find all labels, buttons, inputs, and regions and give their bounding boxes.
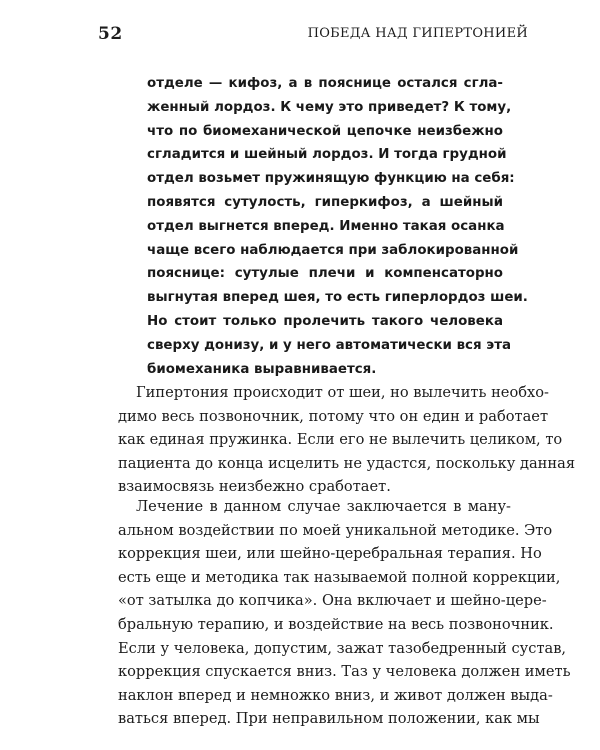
quote-line: биомеханика выравнивается. [147, 361, 377, 377]
running-title: ПОБЕДА НАД ГИПЕРТОНИЕЙ [307, 26, 528, 41]
paragraph-line: «от затылка до копчика». Она включает и шейно-цере- [118, 592, 547, 610]
paragraph-line: коррекция шеи, или шейно-церебральная терапия. Но [118, 545, 542, 563]
paragraph-line: пациента до конца исцелить не удастся, поскольку данная [118, 454, 576, 472]
quote-line: пояснице: сутулые плечи и компенсаторно [147, 266, 503, 282]
page-header [98, 24, 528, 48]
quote-line: выгнутая вперед шея, то есть гиперлордоз шеи. [147, 290, 528, 306]
paragraph-line: как единая пружинка. Если его не вылечить целиком, то [118, 431, 563, 449]
quote-line: отделе — кифоз, а в пояснице остался сгла- [147, 76, 503, 91]
quote-line: чаще всего наблюдается при заблокированной [147, 242, 519, 258]
paragraph-line: ваться вперед. При неправильном положении, как мы [118, 710, 540, 728]
paragraph-line: Лечение в данном случае заключается в ману- [136, 498, 511, 515]
quote-line: женный лордоз. К чему это приведет? К тому, [147, 99, 512, 115]
paragraph-treatment [118, 495, 571, 731]
paragraph-line: есть еще и методика так называемой полной коррекции, [118, 568, 561, 586]
quote-line: что по биомеханической цепочке неизбежно [147, 123, 503, 139]
paragraph-line: взаимосвязь неизбежно сработает. [118, 478, 391, 496]
quote-block [147, 72, 528, 381]
paragraph-line: Если у человека, допустим, зажат тазобедренный сустав, [118, 639, 567, 657]
paragraph-line: наклон вперед и немножко вниз, и живот должен выда- [118, 686, 553, 704]
quote-line: отдел возьмет пружинящую функцию на себя: [147, 171, 515, 187]
paragraph-line: коррекция спускается вниз. Таз у человека должен иметь [118, 663, 571, 681]
paragraph-line: бральную терапию, и воздействие на весь позвоночник. [118, 615, 554, 633]
quote-line: сгладится и шейный лордоз. И тогда грудной [147, 147, 507, 163]
paragraph-hypertension [118, 381, 576, 499]
paragraph-line: димо весь позвоночник, потому что он един и работает [118, 407, 549, 425]
quote-line: сверху донизу, и у него автоматически вся эта [147, 337, 511, 353]
paragraph-line: альном воздействии по моей уникальной методике. Это [118, 521, 553, 539]
quote-line: Но стоит только пролечить такого человека [147, 313, 503, 329]
page-number: 52 [98, 24, 123, 44]
quote-line: отдел выгнется вперед. Именно такая осанка [147, 218, 505, 234]
quote-line: появятся сутулость, гиперкифоз, а шейный [147, 194, 503, 210]
paragraph-line: Гипертония происходит от шеи, но вылечить необхо- [136, 384, 549, 401]
